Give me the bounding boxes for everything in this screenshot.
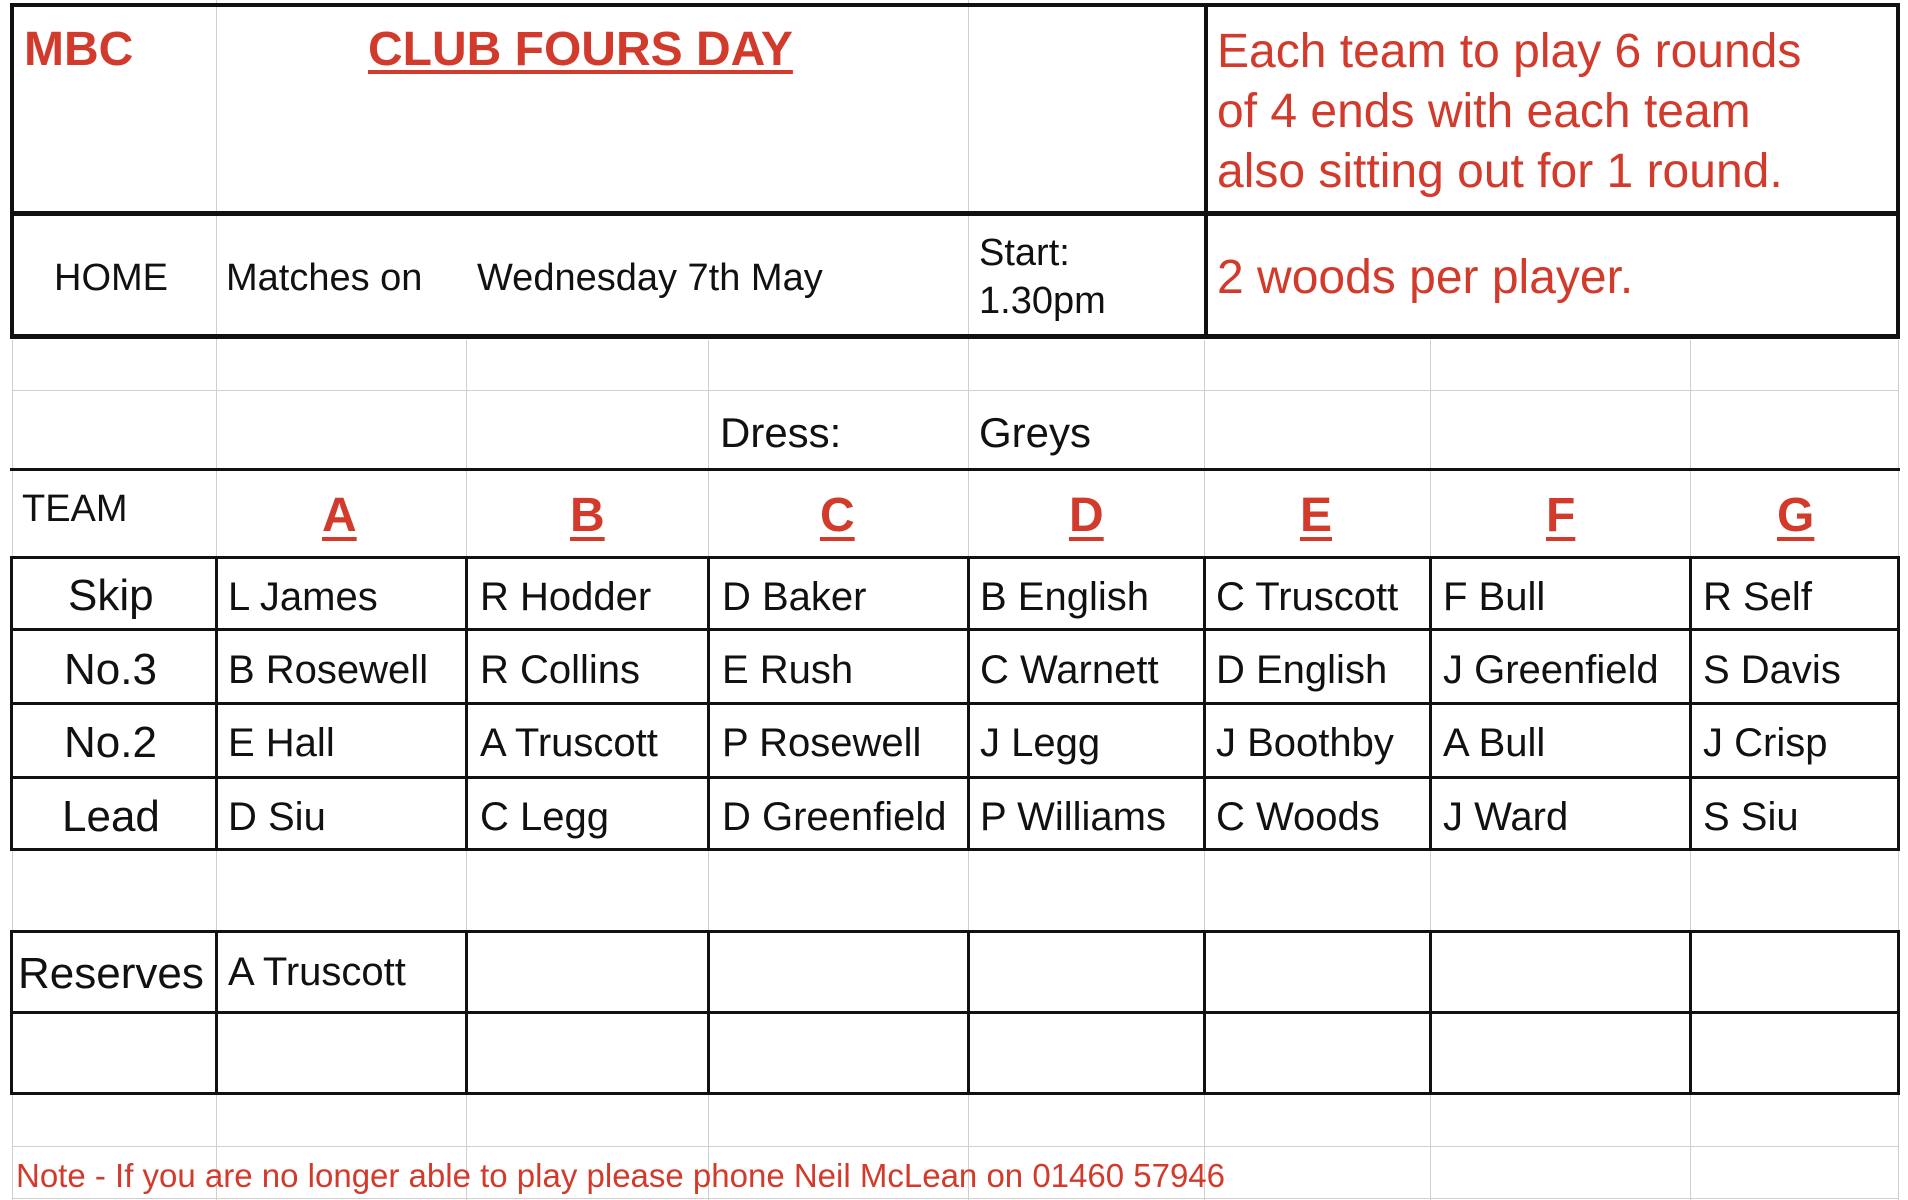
rules-line-1: Each team to play 6 rounds	[1217, 25, 1802, 78]
team-header-e: E	[1300, 489, 1333, 542]
player-cell: F Bull	[1443, 575, 1546, 619]
player-cell: S Davis	[1703, 648, 1841, 692]
start-time: 1.30pm	[979, 280, 1106, 322]
player-cell: R Hodder	[480, 575, 652, 619]
player-cell: E Rush	[722, 648, 854, 692]
player-cell: C Truscott	[1216, 575, 1399, 619]
player-cell: B English	[980, 575, 1149, 619]
woods-rule: 2 woods per player.	[1217, 251, 1634, 304]
player-cell: C Woods	[1216, 795, 1380, 839]
player-cell: D English	[1216, 648, 1388, 692]
club-name: MBC	[24, 23, 134, 76]
reserves-label: Reserves	[18, 949, 204, 998]
player-cell: J Ward	[1443, 795, 1569, 839]
player-cell: C Warnett	[980, 648, 1159, 692]
player-cell: C Legg	[480, 795, 609, 839]
player-cell: J Boothby	[1216, 721, 1394, 765]
player-cell: E Hall	[228, 721, 335, 765]
team-label: TEAM	[22, 488, 128, 530]
team-header-b: B	[570, 489, 605, 542]
player-cell: S Siu	[1703, 795, 1799, 839]
player-cell: P Rosewell	[722, 721, 922, 765]
role-label: No.2	[64, 718, 157, 767]
match-date: Wednesday 7th May	[477, 257, 823, 299]
role-label: No.3	[64, 645, 157, 694]
player-cell: L James	[228, 575, 378, 619]
footer-note: Note - If you are no longer able to play please phone Neil McLean on 01460 57946	[16, 1157, 1226, 1194]
player-cell: D Siu	[228, 795, 326, 839]
player-cell: R Self	[1703, 575, 1812, 619]
team-header-c: C	[820, 489, 855, 542]
player-cell: A Bull	[1443, 721, 1546, 765]
player-cell: D Greenfield	[722, 795, 947, 839]
role-label: Lead	[62, 792, 160, 841]
role-label: Skip	[68, 571, 154, 620]
player-cell: B Rosewell	[228, 648, 429, 692]
team-header-d: D	[1069, 489, 1104, 542]
team-header-g: G	[1777, 489, 1815, 542]
home-label: HOME	[54, 257, 168, 299]
player-cell: R Collins	[480, 648, 641, 692]
player-cell: D Baker	[722, 575, 867, 619]
start-label: Start:	[979, 232, 1070, 274]
player-cell: J Legg	[980, 721, 1101, 765]
player-cell: J Greenfield	[1443, 648, 1659, 692]
rules-line-3: also sitting out for 1 round.	[1217, 145, 1783, 198]
player-cell: P Williams	[980, 795, 1166, 839]
team-header-f: F	[1546, 489, 1576, 542]
dress-value: Greys	[979, 409, 1092, 456]
player-cell: A Truscott	[480, 721, 658, 765]
dress-label: Dress:	[720, 409, 842, 456]
player-cell: J Crisp	[1703, 721, 1828, 765]
team-header-a: A	[322, 489, 357, 542]
reserve-name: A Truscott	[228, 950, 406, 994]
event-title: CLUB FOURS DAY	[368, 23, 793, 76]
matches-on-label: Matches on	[226, 257, 423, 299]
rules-line-2: of 4 ends with each team	[1217, 85, 1751, 138]
